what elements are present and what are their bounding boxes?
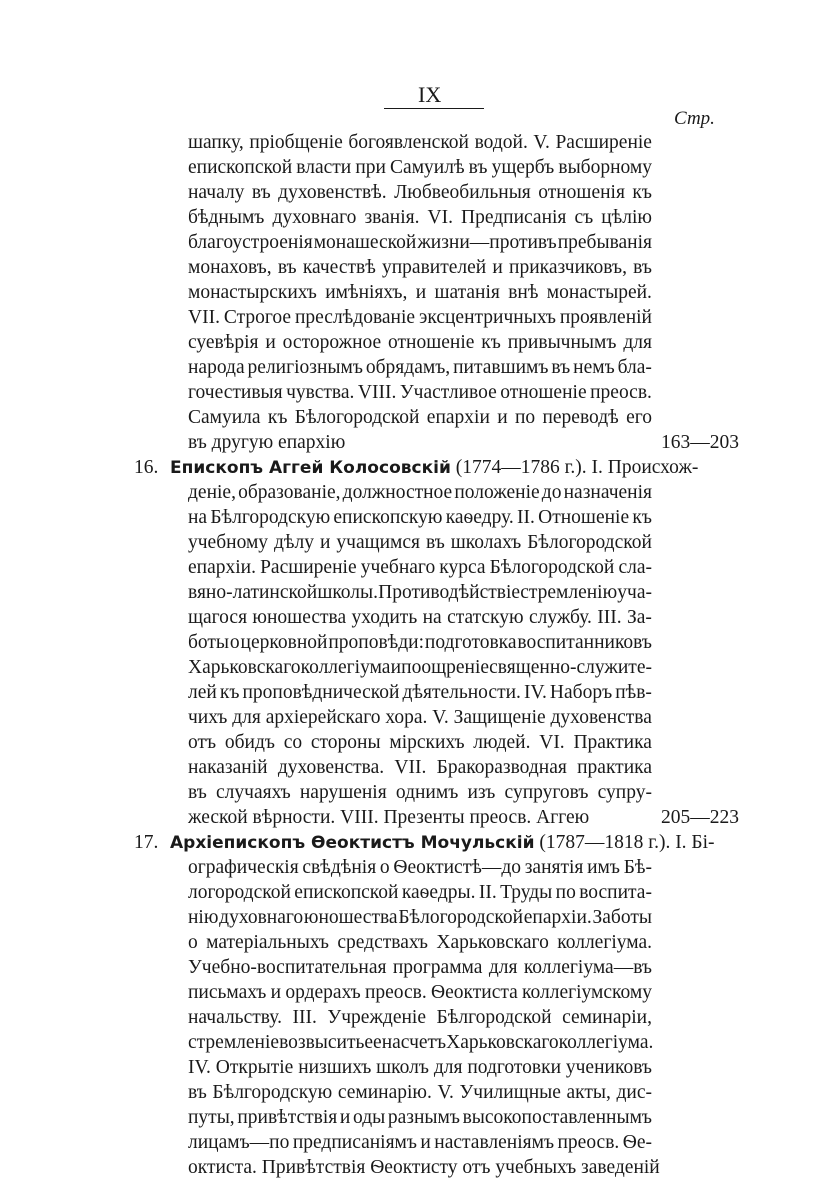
text-line: начальству. III. Учрежденіе Бѣлгородской семинаріи,	[188, 1007, 652, 1028]
text-line: боты о церковной проповѣди: подготовка воспитанниковъ	[188, 632, 652, 653]
text-line: щагося юношества уходить на статскую службу. III. За-	[188, 607, 652, 628]
entry-heading-line: Архіепископъ Ѳеоктистъ Мочульскій (1787—1818 г.). I. Бі-	[170, 832, 715, 853]
pages-column-header: Стр.	[674, 108, 715, 129]
text-line: Харьковскаго коллегіума и поощреніе священно-служите-	[188, 657, 652, 678]
text-line: бѣднымъ духовнаго званія. VI. Предписанія съ цѣлію	[188, 207, 652, 228]
text-line: лицамъ—по предписаніямъ и наставленіямъ преосв. Ѳе-	[188, 1132, 652, 1153]
text-line: Учебно-воспитательная программа для коллегіума—въ	[188, 957, 652, 978]
text-line: епископской власти при Самуилѣ въ ущербъ выборному	[188, 157, 652, 178]
text-line: монаховъ, въ качествѣ управителей и приказчиковъ, въ	[188, 257, 652, 278]
text-line: логородской епископской каѳедры. II. Труды по воспита-	[188, 882, 652, 903]
entry-heading-line: Епископъ Аггей Колосовскій (1774—1786 г.). I. Происхож-	[170, 457, 699, 478]
entry-number: 17.	[134, 832, 159, 853]
text-line: октиста. Привѣтствія Ѳеоктисту отъ учебныхъ заведеній	[188, 1157, 660, 1178]
text-line: народа религіознымъ обрядамъ, питавшимъ въ немъ бла-	[188, 357, 652, 378]
text-line: благоустроенія монашеской жизни—противъ пребыванія	[188, 232, 652, 253]
text-line: нію духовнаго юношества Бѣлогородской епархіи. Заботы	[188, 907, 652, 928]
text-line: монастырскихъ имѣніяхъ, и шатанія внѣ монастырей.	[188, 282, 652, 303]
text-line: IV. Открытіе низшихъ школъ для подготовки учениковъ	[188, 1057, 652, 1078]
page-number: IX	[418, 82, 442, 107]
text-line: въ Бѣлгородскую семинарію. V. Училищные акты, дис-	[188, 1082, 652, 1103]
text-line: гочестивыя чувства. VIII. Участливое отношеніе преосв.	[188, 382, 652, 403]
text-line: началу въ духовенствѣ. Любвеобильныя отношенія къ	[188, 182, 652, 203]
entry-heading: Архіепископъ Ѳеоктистъ Мочульскій	[170, 833, 535, 853]
text-line: суевѣрія и осторожное отношеніе къ привычнымъ для	[188, 332, 652, 353]
text-line: ографическія свѣдѣнія о Ѳеоктистѣ—до занятія имъ Бѣ-	[188, 857, 652, 878]
text-line: на Бѣлгородскую епископскую каѳедру. II. Отношеніе къ	[188, 507, 652, 528]
text-line: Самуила къ Бѣлогородской епархіи и по переводѣ его	[188, 407, 652, 428]
text-line: чихъ для архіерейскаго хора. V. Защищеніе духовенства	[188, 707, 652, 728]
text-line: вяно-латинской школы. Противодѣйствіе стремленію уча-	[188, 582, 652, 603]
text-line: жеской вѣрности. VIII. Презенты преосв. Аггею	[188, 807, 590, 828]
text-line: деніе, образованіе, должностное положеніе до назначенія	[188, 482, 652, 503]
text-line: наказаній духовенства. VII. Бракоразводная практика	[188, 757, 652, 778]
text-line: учебному дѣлу и учащимся въ школахъ Бѣлогородской	[188, 532, 652, 553]
text-line: въ другую епархію	[188, 432, 346, 453]
text-line: о матеріальныхъ средствахъ Харьковскаго коллегіума.	[188, 932, 652, 953]
text-line: стремленіе возвысить ее насчетъ Харьковскаго коллегіума.	[188, 1032, 654, 1053]
text-line: письмахъ и ордерахъ преосв. Ѳеоктиста коллегіумскому	[188, 982, 652, 1003]
text-line: лей къ проповѣднической дѣятельности. IV. Наборъ пѣв-	[188, 682, 652, 703]
page-range: 163—203	[661, 432, 739, 453]
entry-number: 16.	[134, 457, 159, 478]
text-line: отъ обидъ со стороны мірскихъ людей. VI. Практика	[188, 732, 652, 753]
text-line: путы, привѣтствія и оды разнымъ высокопоставленнымъ	[188, 1107, 652, 1128]
header-rule	[384, 108, 484, 109]
text-line: шапку, пріобщеніе богоявленской водой. V. Расширеніе	[188, 132, 652, 153]
text-line: VII. Строгое преслѣдованіе эксцентричныхъ проявленій	[188, 307, 652, 328]
page-range: 205—223	[661, 807, 739, 828]
entry-heading: Епископъ Аггей Колосовскій	[170, 458, 451, 478]
text-line: въ случаяхъ нарушенія однимъ изъ супруговъ супру-	[188, 782, 652, 803]
text-line: епархіи. Расширеніе учебнаго курса Бѣлогородской сла-	[188, 557, 652, 578]
